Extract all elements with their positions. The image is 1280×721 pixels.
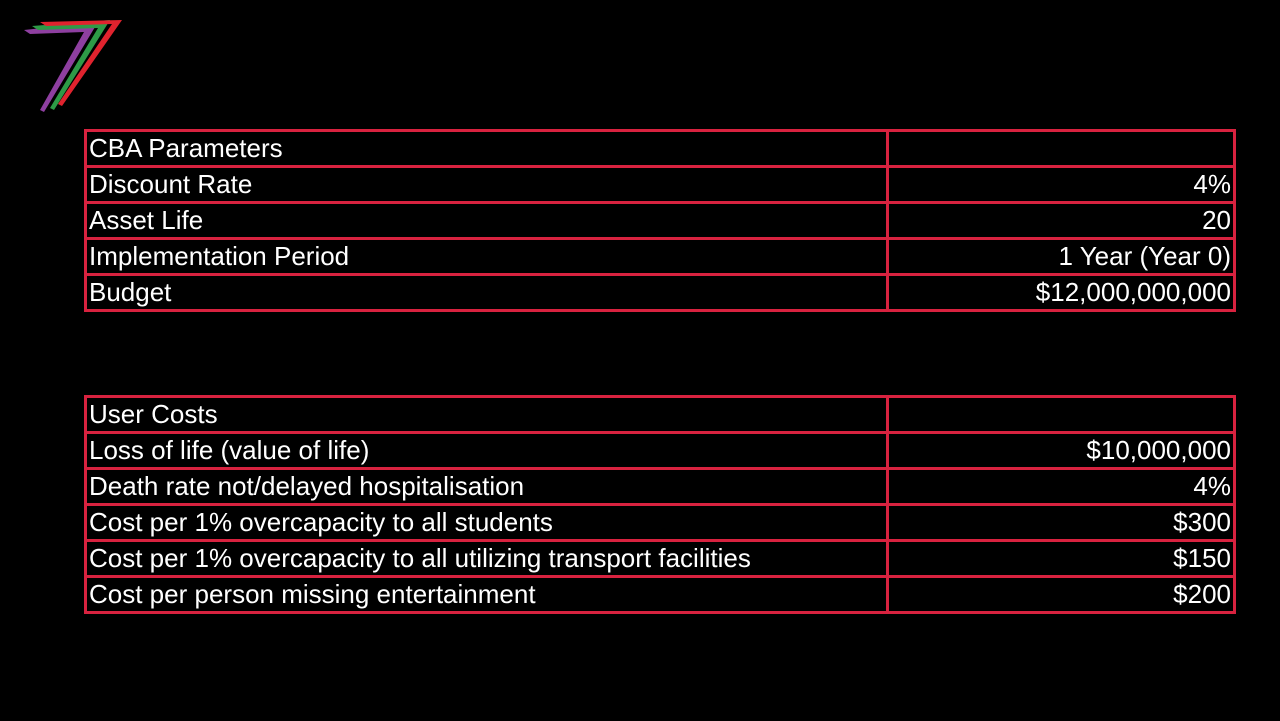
table-header-row	[86, 131, 1235, 167]
cba-header-value	[888, 131, 1235, 167]
user-costs-header-value	[888, 397, 1235, 433]
row-value: $300	[888, 505, 1235, 541]
row-value: 1 Year (Year 0)	[888, 239, 1235, 275]
table-row	[86, 541, 1235, 577]
cba-parameters-table	[84, 129, 1236, 312]
table-header-row	[86, 397, 1235, 433]
row-label: Cost per 1% overcapacity to all utilizing transport facilities	[86, 541, 888, 577]
row-label: Death rate not/delayed hospitalisation	[86, 469, 888, 505]
row-label: Budget	[86, 275, 888, 311]
row-label: Cost per 1% overcapacity to all students	[86, 505, 888, 541]
row-label: Loss of life (value of life)	[86, 433, 888, 469]
user-costs-header-label: User Costs	[86, 397, 888, 433]
row-value: $200	[888, 577, 1235, 613]
row-value: 20	[888, 203, 1235, 239]
row-label: Asset Life	[86, 203, 888, 239]
row-label: Discount Rate	[86, 167, 888, 203]
row-label: Implementation Period	[86, 239, 888, 275]
cba-header-label: CBA Parameters	[86, 131, 888, 167]
table-row	[86, 239, 1235, 275]
row-value: $150	[888, 541, 1235, 577]
table-row	[86, 167, 1235, 203]
table-row	[86, 469, 1235, 505]
row-value: $12,000,000,000	[888, 275, 1235, 311]
row-value: 4%	[888, 469, 1235, 505]
table-row	[86, 203, 1235, 239]
table-row	[86, 275, 1235, 311]
table-row	[86, 505, 1235, 541]
row-label: Cost per person missing entertainment	[86, 577, 888, 613]
table-row	[86, 577, 1235, 613]
row-value: $10,000,000	[888, 433, 1235, 469]
user-costs-table	[84, 395, 1236, 614]
seven-stripe-logo-icon	[18, 18, 126, 112]
table-row	[86, 433, 1235, 469]
row-value: 4%	[888, 167, 1235, 203]
